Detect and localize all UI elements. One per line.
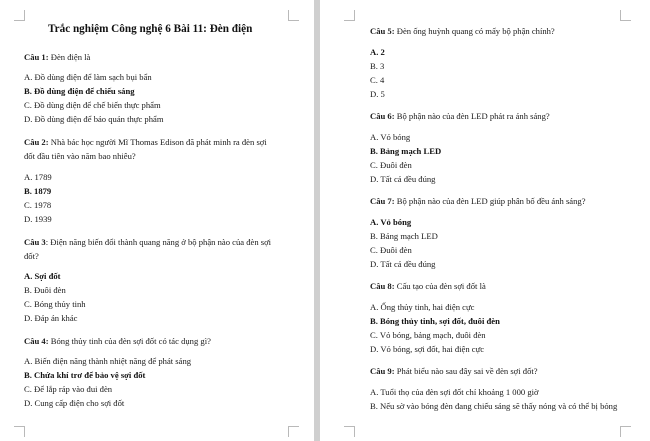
margin-mark-top-right [288,10,299,21]
option-5d: D. 5 [370,89,385,99]
question-2-line-2: đốt đầu tiên vào năm bao nhiêu? [24,151,136,161]
option-6b-correct: B. Bảng mạch LED [370,146,442,156]
option-2a: A. 1789 [24,172,52,182]
question-label: Câu 8: [370,281,395,291]
option-8b-correct: B. Bóng thủy tinh, sợi đốt, đuôi đèn [370,316,500,326]
margin-mark-top-left [344,10,355,21]
question-3 [24,237,271,248]
question-5 [370,26,555,37]
margin-mark-top-left [14,10,25,21]
question-label: Câu 9: [370,366,395,376]
option-3d: D. Đáp án khác [24,313,78,323]
margin-mark-bottom-right [288,426,299,437]
document-page-right [320,0,650,441]
option-2b-correct: B. 1879 [24,186,52,196]
option-7d: D. Tất cả đều đúng [370,259,436,269]
option-3b: B. Đuôi đèn [24,285,66,295]
option-8a: A. Ống thủy tinh, hai điện cực [370,302,475,312]
question-text: Đèn điện là [48,52,91,62]
question-text: Bộ phận nào của đèn LED phát ra ánh sáng? [394,111,550,121]
option-2c: C. 1978 [24,200,52,210]
option-8c: C. Vỏ bóng, bảng mạch, đuôi đèn [370,330,486,340]
question-3-line-2: đốt? [24,251,39,261]
question-label: Câu 3 [24,237,46,247]
question-4 [24,336,211,347]
question-6 [370,111,550,122]
question-label: Câu 4: [24,336,49,346]
option-1b-correct: B. Đồ dùng điện để chiếu sáng [24,86,135,96]
question-text: Cấu tạo của đèn sợi đốt là [394,281,486,291]
document-page-left [0,0,314,441]
question-2 [24,137,267,148]
option-5c: C. 4 [370,75,385,85]
margin-mark-bottom-left [344,426,355,437]
option-3a-correct: A. Sợi đốt [24,271,61,281]
margin-mark-top-right [620,10,631,21]
question-text: Phát biểu nào sau đây sai về đèn sợi đốt? [394,366,538,376]
question-text: : Điện năng biến đổi thành quang năng ở bộ phận nào của đèn sợi [45,237,272,247]
question-text: Bộ phận nào của đèn LED giúp phân bố đều ánh sáng? [394,196,586,206]
option-1d: D. Đồ dùng điện để bảo quản thực phẩm [24,114,164,124]
question-label: Câu 1: [24,52,49,62]
option-1a: A. Đồ dùng điện để làm sạch bụi bẩn [24,72,152,82]
margin-mark-bottom-right [620,426,631,437]
option-3c: C. Bóng thủy tinh [24,299,86,309]
question-text: Đèn ống huỳnh quang có mấy bộ phận chính? [394,26,555,36]
question-text: Bóng thủy tinh của đèn sợi đốt có tác dụng gì? [48,336,211,346]
question-1 [24,52,90,63]
option-5b: B. 3 [370,61,385,71]
option-6a: A. Vỏ bóng [370,132,411,142]
option-9b: B. Nếu sờ vào bóng đèn đang chiếu sáng sẽ thấy nóng và có thể bị bỏng [370,401,618,411]
option-2d: D. 1939 [24,214,52,224]
option-8d: D. Vỏ bóng, sợi đốt, hai điện cực [370,344,485,354]
question-8 [370,281,486,292]
question-label: Câu 6: [370,111,395,121]
option-9a: A. Tuổi thọ của đèn sợi đốt chỉ khoảng 1 000 giờ [370,387,539,397]
page-title: Trắc nghiệm Công nghệ 6 Bài 11: Đèn điện [48,23,253,35]
question-7 [370,196,586,207]
question-label: Câu 7: [370,196,395,206]
margin-mark-bottom-left [14,426,25,437]
option-4c: C. Để lắp ráp vào đui đèn [24,384,113,394]
option-6d: D. Tất cả đều đúng [370,174,436,184]
option-7b: B. Bảng mạch LED [370,231,438,241]
option-6c: C. Đuôi đèn [370,160,412,170]
option-5a-correct: A. 2 [370,47,385,57]
option-7c: C. Đuôi đèn [370,245,412,255]
option-4a: A. Biến điện năng thành nhiệt năng để phát sáng [24,356,192,366]
option-4d: D. Cung cấp điện cho sợi đốt [24,398,125,408]
question-label: Câu 5: [370,26,395,36]
option-4b-correct: B. Chứa khí trơ để bảo vệ sợi đốt [24,370,146,380]
question-9 [370,366,538,377]
question-text: Nhà bác học người Mĩ Thomas Edison đã phát minh ra đèn sợi [48,137,267,147]
option-1c: C. Đồ dùng điện để chế biến thực phẩm [24,100,161,110]
question-label: Câu 2: [24,137,49,147]
option-7a-correct: A. Vỏ bóng [370,217,412,227]
